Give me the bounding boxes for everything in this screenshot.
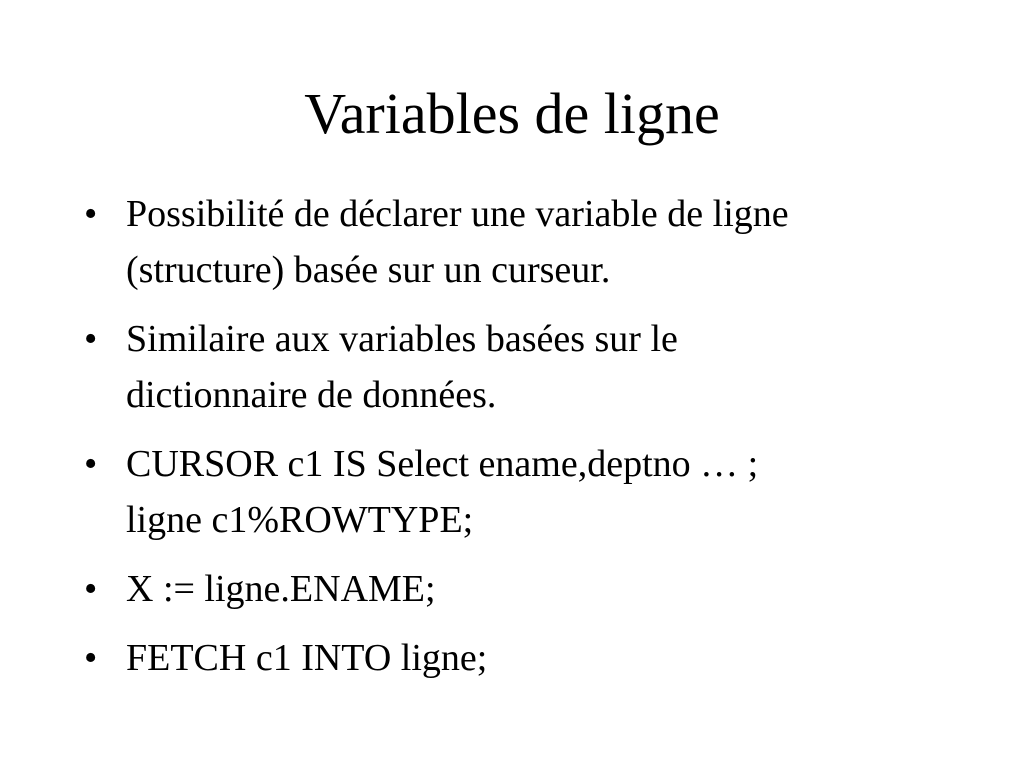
bullet-icon: • [84, 443, 98, 485]
bullet-text-line: Possibilité de déclarer une variable de ligne [126, 193, 789, 235]
bullet-text-line: X := ligne.ENAME; [126, 568, 436, 610]
bullet-item [84, 186, 944, 298]
bullet-icon: • [84, 637, 98, 679]
bullet-item [84, 311, 944, 423]
bullet-text-line: (structure) basée sur un curseur. [126, 249, 611, 291]
bullet-text-line: CURSOR c1 IS Select ename,deptno … ; [126, 443, 759, 485]
bullet-text-line: Similaire aux variables basées sur le [126, 318, 678, 360]
bullet-text-line: dictionnaire de données. [126, 374, 497, 416]
bullet-item [84, 561, 944, 617]
slide-title: Variables de ligne [304, 81, 720, 146]
bullet-item [84, 630, 944, 686]
bullet-icon: • [84, 193, 98, 235]
bullet-text-line: ligne c1%ROWTYPE; [126, 499, 474, 541]
bullet-icon: • [84, 568, 98, 610]
bullet-icon: • [84, 318, 98, 360]
bullet-item [84, 436, 944, 548]
bullet-text-line: FETCH c1 INTO ligne; [126, 637, 488, 679]
bullet-list [84, 186, 944, 699]
